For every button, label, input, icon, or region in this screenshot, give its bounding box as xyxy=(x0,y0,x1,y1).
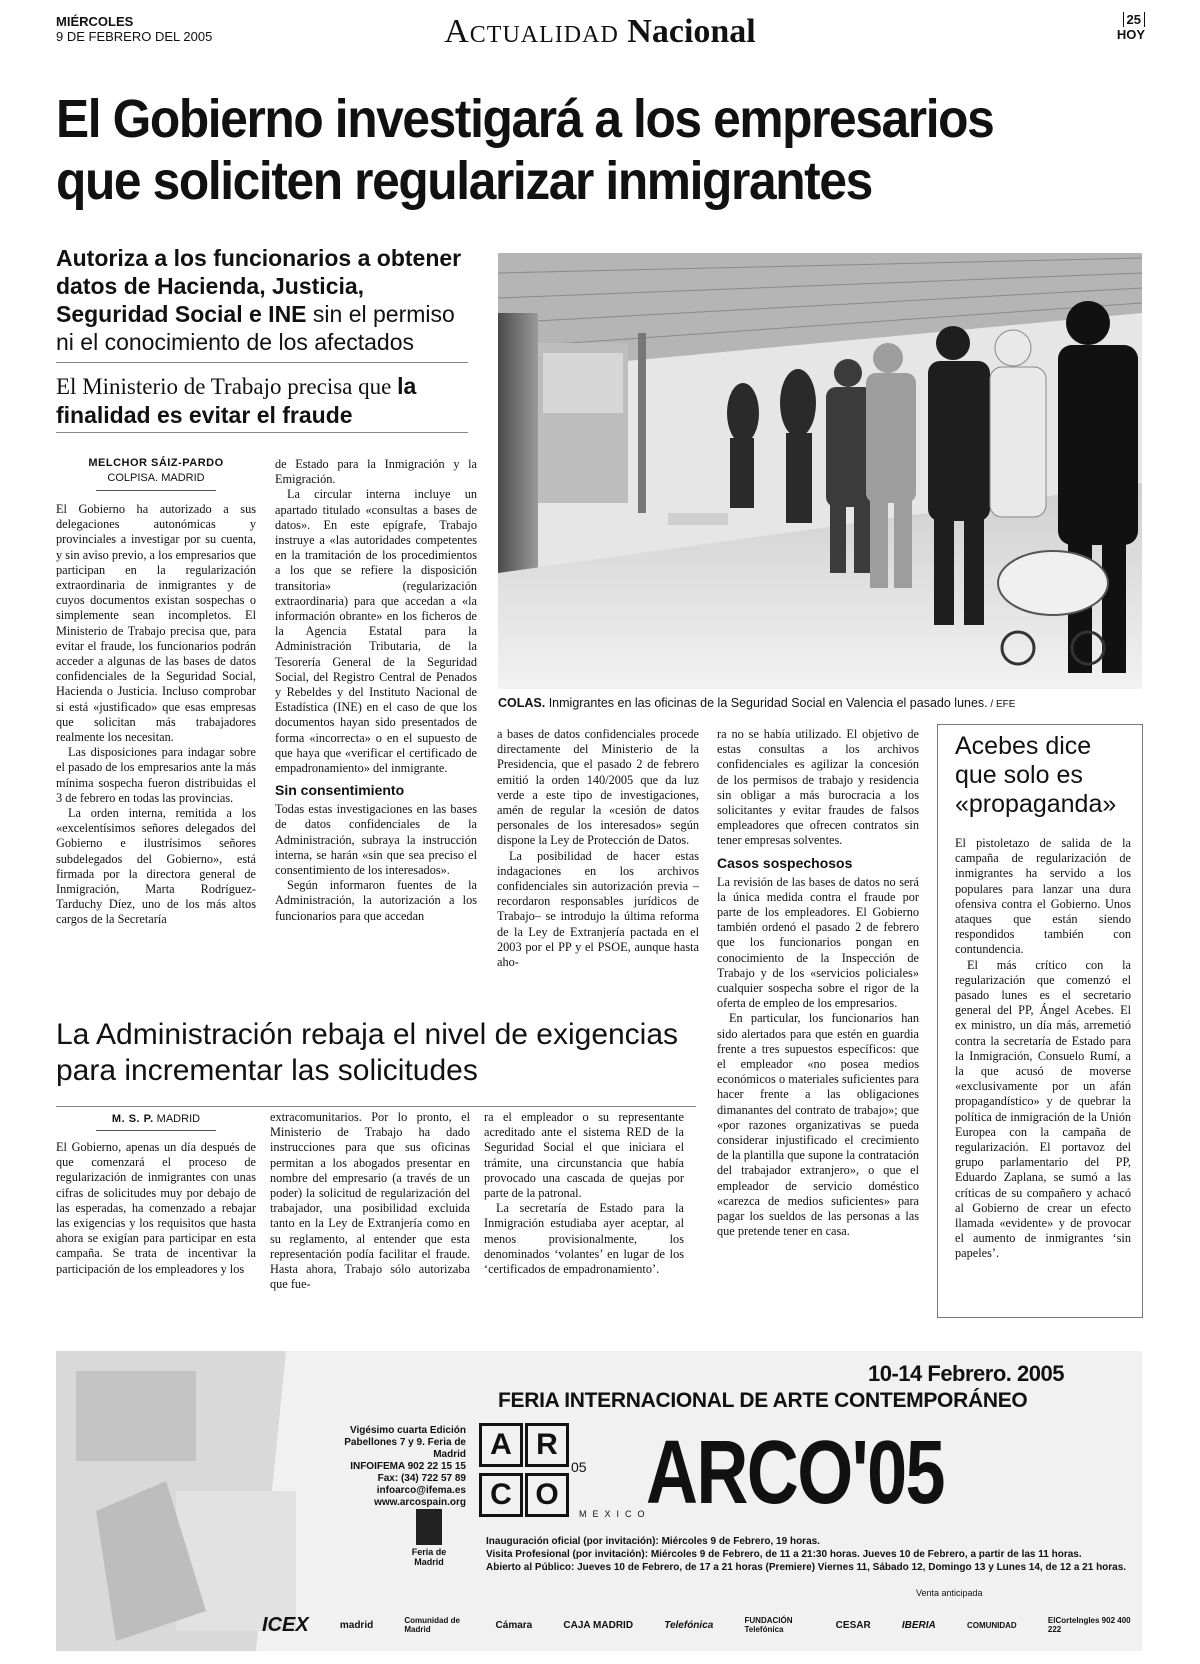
paragraph: El Gobierno, apenas un día después de que comenzará el proceso de regularización de inmigrantes con unas cifras de solicitudes muy por debajo de las esperadas, ha comenzado a rebajar las exigencias y los requisitos que hasta ahora se exigían para participar en esta campaña. Se trata de incentivar la participación de los empleadores y los xyxy=(56,1140,256,1276)
article-column-4 xyxy=(717,727,919,1240)
news-photo xyxy=(498,253,1142,689)
second-column-3 xyxy=(484,1110,684,1277)
arco-tile-r: R xyxy=(525,1423,569,1467)
ad-edition: Vigésimo cuarta Edición xyxy=(350,1425,466,1436)
second-byline-author: M. S. P. xyxy=(111,1113,154,1125)
sponsor-telefonica: Telefónica xyxy=(664,1619,714,1631)
headline-line-1: El Gobierno investigará a los empresarios xyxy=(56,89,994,149)
article-column-1 xyxy=(56,502,256,928)
arco-tile-o: O xyxy=(525,1473,569,1517)
header-full-date: 9 DE FEBRERO DEL 2005 xyxy=(56,29,213,44)
header-day: MIÉRCOLES xyxy=(56,14,134,29)
subhead-casos-sospechosos: Casos sospechosos xyxy=(717,854,853,871)
paragraph: La orden interna, remitida a los «excelentísimos señores delegados del Gobierno e ilustrísimos señores subdelegados del Gobierno», está firmada por la directora general de Inmigración, Marta Rodríguez-Tarduchy Díez, uno de los más altos cargos de la Secretaría xyxy=(56,806,256,927)
paragraph: extracomunitarios. Por lo pronto, el Ministerio de Trabajo ha dado instrucciones para que sus oficinas permitan a los abogados presentar en nombre del empresario (a través de un poder) la solicitud de regularización del trabajador, una posibilidad excluida tanto en la Ley de Extranjería como en su reglamento, al entender que esta representación podía facilitar el fraude. Hasta ahora, Trabajo sólo autorizaba que fue- xyxy=(270,1110,470,1292)
paragraph: La revisión de las bases de datos no será la única medida contra el fraude por parte de los empleadores. El Gobierno también ordenó el pasado 2 de febrero que los funcionarios pongan en conocimiento de la Inspección de Trabajo y de los «servicios policiales» cualquier sospecha sobre el rigor de la oferta de empleo de los empresarios. xyxy=(717,874,919,1011)
section-main: Nacional xyxy=(627,13,756,50)
main-headline xyxy=(56,88,1068,212)
sponsor-icex: ICEX xyxy=(262,1613,309,1636)
caption-credit: / EFE xyxy=(987,699,1016,710)
section-title xyxy=(0,12,1200,52)
sponsor-caja-madrid: CAJA MADRID xyxy=(563,1619,634,1631)
ad-professional: Visita Profesional (por invitación): Miércoles 9 de Febrero, de 11 a 21:30 horas. Jueves 10 de Febrero, a partir de las 11 horas. xyxy=(486,1549,1082,1560)
arco-logo-mark xyxy=(479,1423,649,1525)
paragraph: a bases de datos confidenciales procede directamente del Ministerio de la Presidencia, que el pasado 2 de febrero emitió la orden 140/2005 que da luz verde a este tipo de investigaciones, amén de regular la «cesión de datos personales de los interesados» según dispone la Ley de Protección de Datos. xyxy=(497,727,699,848)
paragraph: El Gobierno ha autorizado a sus delegaciones autonómicas y provinciales a investigar por su cuenta, y sin aviso previo, a los empresarios que participan en la regularización extraordinaria de inmigrantes y de cuyos documentos existan sospechas o simplemente sean incompletos. El Ministerio de Trabajo precisa que, para evitar el fraude, los funcionarios podrán acceder a algunas de las bases de datos confidenciales de la Seguridad Social, Hacienda o Justicia. Incluso comprobar si está «justificado» que esas empresas que solicitan más trabajadores realmente los necesitan. xyxy=(56,502,256,745)
paper-name: HOY xyxy=(1116,27,1145,42)
arco-logo-number: 05 xyxy=(571,1459,587,1475)
paragraph: de Estado para la Inmigración y la Emigración. xyxy=(275,457,477,487)
paragraph: Según informaron fuentes de la Administración, la autorización a los funcionarios para que accedan xyxy=(275,878,477,923)
sponsor-fundacion: FUNDACIÓN Telefónica xyxy=(744,1616,793,1634)
ad-venue: Pabellones 7 y 9. Feria de Madrid xyxy=(344,1437,466,1460)
paragraph: Las disposiciones para indagar sobre el pasado de los empresarios ante la más mínima sospecha fueron distribuidas el 3 de febrero en todas las provincias. xyxy=(56,745,256,805)
paragraph: En particular, los funcionarios han sido alertados para que estén en guardia frente a tres supuestos específicos: que el empleador «no posea medios económicos o materiales suficientes para hacer frente a las obligaciones dimanantes del contrato de trabajo»; que «por razones organizativas se pueda considerar injustificado el crecimiento de la plantilla que supone la contratación del trabajador extranjero», o que el empleador de servicio doméstico «carezca de medios suficientes» para pagar los sueldos de las personas a las que pretende tener en casa. xyxy=(717,1011,919,1239)
arco-tile-a: A xyxy=(479,1423,523,1467)
arco-logo-wordmark: ARCO'05 xyxy=(646,1423,944,1523)
subtitle-1-bold: Autoriza a los funcionarios a obtener datos de Hacienda, Justicia, Seguridad Social e INE xyxy=(56,245,462,327)
ad-public: Abierto al Público: Jueves 10 de Febrero, de 17 a 21 horas (Premiere) Viernes 11, Sábado 12, Domingo 13 y Lunes 14, de 12 a 21 horas. xyxy=(486,1562,1127,1573)
ad-email: infoarco@ifema.es xyxy=(376,1485,466,1496)
sponsor-cesar: CESAR xyxy=(835,1619,871,1631)
sponsor-camara: Cámara xyxy=(495,1619,533,1631)
paragraph: El pistoletazo de salida de la campaña de regularización de inmigrantes ha servido a los populares para lanzar una dura ofensiva contra el Gobierno. Unos ataques que están siendo respondidos también con contundencia. xyxy=(955,836,1131,957)
ad-schedule xyxy=(486,1535,1126,1574)
ad-infoifema: INFOIFEMA 902 22 15 15 xyxy=(350,1461,466,1472)
section-prefix: Actualidad xyxy=(444,13,619,50)
byline-author: MELCHOR SÁIZ-PARDO xyxy=(88,457,224,469)
sponsor-corte-ingles: ElCorteIngles 902 400 222 xyxy=(1047,1616,1131,1634)
subtitle-1 xyxy=(56,244,472,356)
ad-fair: FERIA INTERNACIONAL DE ARTE CONTEMPORÁNEO xyxy=(498,1389,1028,1412)
article-column-2 xyxy=(275,457,477,924)
paragraph: ra no se había utilizado. El objetivo de estas consultas a los archivos confidenciales es agilizar la concesión de los permisos de trabajo y residencia sin obligar a más burocracia a los solicitantes y evitar fraudes de falsos empleadores que ofrecen contratos sin tener empresas solventes. xyxy=(717,727,919,848)
sponsor-madrid: madrid xyxy=(339,1619,374,1631)
second-byline xyxy=(56,1112,256,1127)
sponsor-comunidad-2: COMUNIDAD xyxy=(966,1620,1017,1630)
divider xyxy=(56,362,468,363)
second-column-2 xyxy=(270,1110,470,1292)
subtitle-2-plain: El Ministerio de Trabajo precisa que xyxy=(56,374,398,399)
subtitle-2 xyxy=(56,372,472,430)
ad-contact-block xyxy=(316,1425,466,1509)
ad-fax: Fax: (34) 722 57 89 xyxy=(377,1473,466,1484)
ad-web: www.arcospain.org xyxy=(374,1497,466,1508)
paragraph: ra el empleador o su representante acreditado ante el sistema RED de la Seguridad Social el que iniciara el trámite, una circunstancia que había provocado una cascada de quejas por parte de la patronal. xyxy=(484,1110,684,1201)
ad-sponsor-strip xyxy=(262,1605,1138,1645)
arco-tile-c: C xyxy=(479,1473,523,1517)
caption-text: Inmigrantes en las oficinas de la Seguridad Social en Valencia el pasado lunes. xyxy=(545,696,988,710)
divider xyxy=(56,432,468,433)
paragraph: Todas estas investigaciones en las bases de datos confidenciales de la Administración, subraya la instrucción interna, se harán «sin que sea preciso el consentimiento de los interesados». xyxy=(275,802,477,878)
ad-presale: Venta anticipada xyxy=(916,1588,983,1598)
byline-rule xyxy=(96,490,216,491)
photo-caption xyxy=(498,695,1148,713)
ad-ifema-label: Feria de Madrid xyxy=(411,1547,447,1567)
subtitle-2-bold: la finalidad es evitar el fraude xyxy=(56,373,417,428)
ifema-logo-icon xyxy=(416,1509,442,1545)
subhead-sin-consentimiento: Sin consentimiento xyxy=(275,782,405,799)
divider xyxy=(56,1106,696,1107)
page-number: 25 xyxy=(1123,12,1145,27)
crowd-queue-image xyxy=(498,253,1142,689)
paragraph: La secretaría de Estado para la Inmigración estudiaba ayer aceptar, al menos provisionalmente, los denominados ‘volantes’ en lugar de los ‘certificados de empadronamiento’. xyxy=(484,1201,684,1277)
second-headline: La Administración rebaja el nivel de exigencias para incrementar las solicitudes xyxy=(56,1018,679,1087)
paragraph: El más crítico con la regularización que comenzó el pasado lunes es el secretario general del PP, Ángel Acebes. El ex ministro, un día más, arremetió contra la secretaría de Estado para la Inmigración, Consuelo Rumí, a la que acusó de moverse «exclusivamente por un afán propagandístico» y de quebrar la política de inmigración de la Unión Europea con la campaña de regularización. El portavoz del grupo parlamentario del PP, Eduardo Zaplana, se sumó a las críticas de su compañero y achacó al Gobierno de crear un efecto llamada «evidente» y de provocar el aumento de inmigrantes ‘sin papeles’. xyxy=(955,957,1131,1261)
caption-label: COLAS. xyxy=(498,696,546,710)
sidebar-text xyxy=(955,836,1131,1262)
second-byline-place: MADRID xyxy=(153,1113,201,1125)
byline xyxy=(56,456,256,486)
article-column-3 xyxy=(497,727,699,970)
byline-rule xyxy=(96,1130,216,1131)
sponsor-comunidad: Comunidad de Madrid xyxy=(404,1616,460,1634)
arco-advertisement xyxy=(56,1351,1142,1651)
sponsor-iberia: IBERIA xyxy=(901,1619,936,1631)
paragraph: La circular interna incluye un apartado titulado «consultas a bases de datos». En este epígrafe, Trabajo instruye a «las autoridades competentes en la tramitación de los procedimientos a los que se refiere la disposición transitoria» (regularización extraordinaria) para que accedan a «la información obrante» en los ficheros de la Agencia Estatal para la Administración Tributaria, de la Tesorería General de la Seguridad Social, del Registro Central de Penados y Rebeldes y del Instituto Nacional de Estadística (INE) en el caso de que los documentos hayan sido presentados de forma «incorrecta» o en el supuesto de que haya que «verificar el certificado de empadronamiento» del inmigrante. xyxy=(275,487,477,776)
arco-logo-country: MEXICO xyxy=(579,1509,651,1519)
subtitle-1-rest: sin el permiso ni el conocimiento de los afectados xyxy=(56,301,455,355)
ad-inauguration: Inauguración oficial (por invitación): Miércoles 9 de Febrero, 19 horas. xyxy=(486,1536,820,1547)
page-indicator xyxy=(1117,12,1145,42)
headline-line-2: que soliciten regularizar inmigrantes xyxy=(56,151,872,211)
ad-dates: 10-14 Febrero. 2005 xyxy=(868,1361,1064,1386)
byline-agency: COLPISA. MADRID xyxy=(107,472,205,484)
second-column-1 xyxy=(56,1140,256,1277)
paragraph: La posibilidad de hacer estas indagaciones en los archivos confidenciales sin autorización previa –recordaron responsables jurídicos de Trabajo– se introdujo la última reforma de la Ley de Extranjería pactada en el 2003 por el PP y el PSOE, aunque hasta aho- xyxy=(497,848,699,970)
sidebar-title: Acebes dice que solo es «propaganda» xyxy=(955,732,1117,818)
